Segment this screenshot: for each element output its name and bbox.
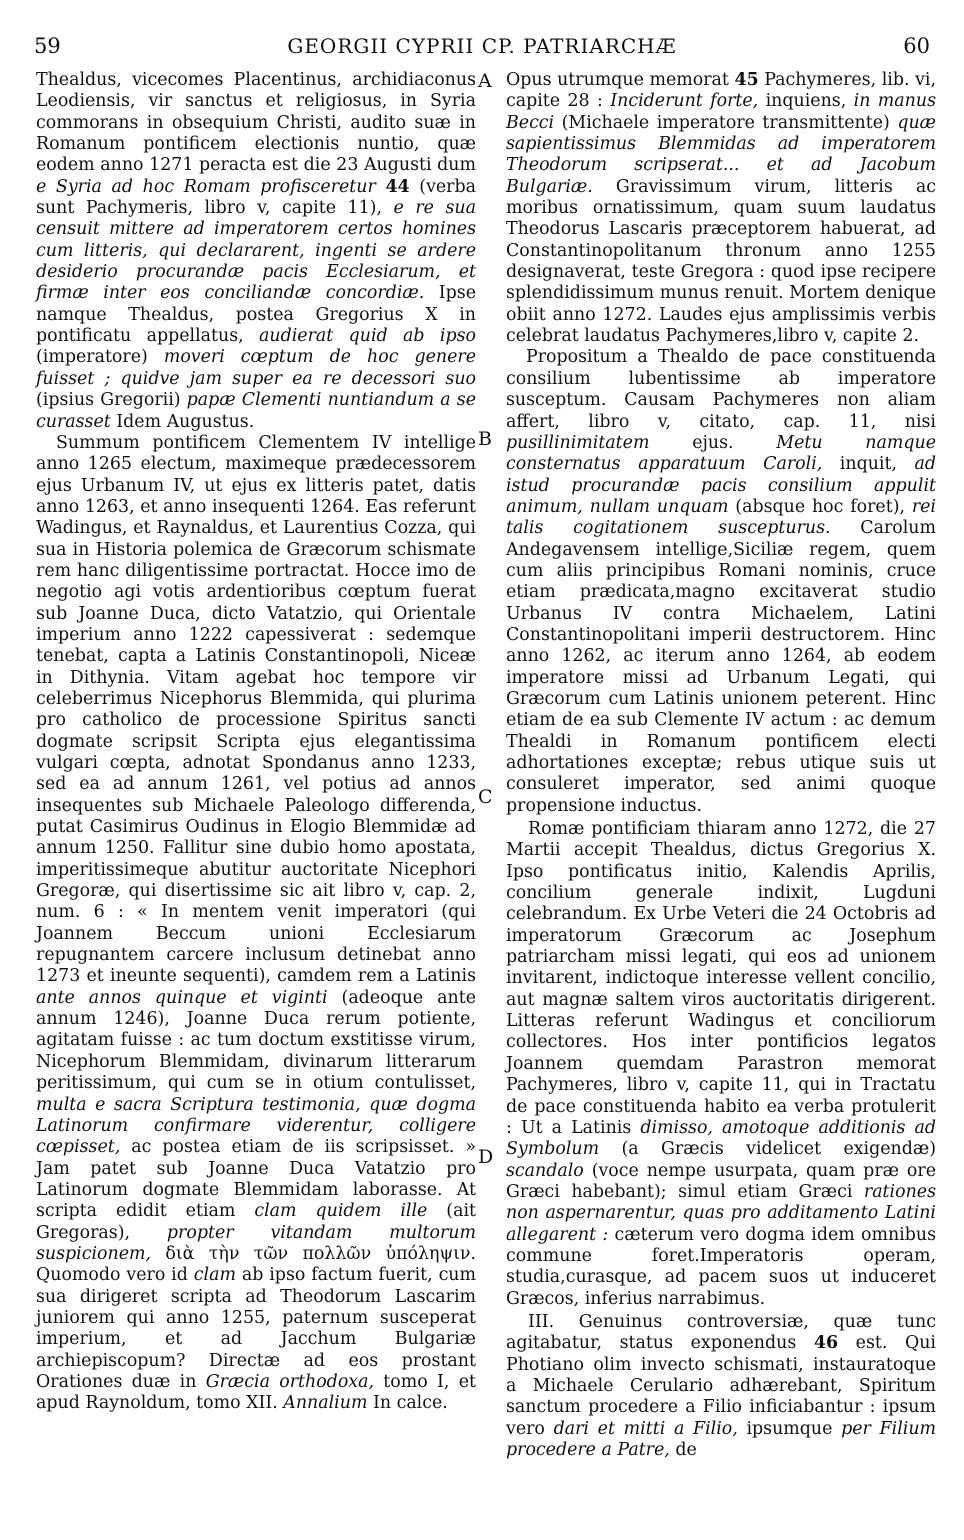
- text-run: Pachymeres, lib. vi, capite 28 :: [506, 70, 936, 112]
- italic-text: scandalo: [506, 1160, 584, 1181]
- running-title: GEORGII CYPRII CP. PATRIARCHÆ: [287, 34, 677, 58]
- italic-text: rei talis cogitationem suscepturus.: [506, 496, 936, 539]
- text-run: Thealdus, vicecomes Placentinus, archidiaconus Leodiensis, vir sanctus et religiosus, in Syria commorans in obsequium Christi, audito suæ in Romanum pontificem electionis nuntio, quæ eodem anno 1271 peracta est die 23 Augusti dum: [36, 70, 476, 176]
- left-column: [36, 70, 476, 1415]
- text-run: Carolum Andegavensem intellige,Siciliæ regem, quem cum aliis principibus Romani nominis, cruce etiam prædicata,magno excitaverat studio Urbanus IV contra Michaelem, Latini Constantinopolitani imperii destructorem. Hinc anno 1262, ac iterum anno 1264, ab eodem imperatore missi ad Urbanum Legati, qui Græcorum cum Latinis unionem peterent. Hinc etiam de ea sub Clemente IV actum : ac demum Thealdi in Romanum pontificem electi adhortationes exceptæ; rebus utique suis ut consuleret imperator, sed animi quoque propensione inductus.: [506, 518, 936, 816]
- text-run: (verba sunt Pachymeris, libro v, capite 11),: [36, 176, 476, 219]
- italic-text: Metu namque consternatus apparatuum Caroli,: [506, 432, 936, 475]
- text-run: (ait Gregoras),: [36, 1201, 477, 1243]
- text-run: ac postea etiam de iis scripsisset. » Jam patet sub Joanne Duca Vatatzio pro Latinorum dogmate Blemmidam laborasse. At scripta edidit etiam: [36, 1137, 476, 1222]
- text-run: ejus.: [649, 432, 777, 453]
- marginal-number: 46: [813, 1333, 839, 1354]
- italic-text: dari et mitti a Filio,: [553, 1418, 738, 1439]
- italic-text: Inciderunt forte,: [610, 91, 759, 112]
- margin-letter-c: C: [478, 786, 493, 808]
- italic-text: rationes non aspernarentur, quas pro additamento Latini allegarent :: [506, 1181, 936, 1245]
- text-run: Ipse namque Thealdus, postea Gregorius X in pontificatu appellatus,: [36, 283, 477, 347]
- italic-text: papæ Clementi nuntiandum a se curasset: [36, 390, 476, 432]
- italic-text: clam: [193, 1265, 236, 1286]
- text-run: ab ipso factum fuerit, cum sua dirigeret scripta ad Theodorum Lascarim juniorem qui anno 1255, paternum susceperat imperium, et ad Jacchum Bulgariæ archiepiscopum? Directæ ad eos prostant Orationes duæ in: [36, 1265, 476, 1392]
- italic-text: dimisso, amotoque additionis ad Symbolum: [506, 1117, 936, 1160]
- text-run: Romæ pontificiam thiaram anno 1272, die 27 Martii accepit Thealdus, dictus Gregorius X. Ipso pontificatus initio, Kalendis Aprilis, concilium generale indixit, Lugduni celebrandum. Ex Urbe Veteri die 24 Octobris ad imperatorum Græcorum ac Josephum patriarcham missi legati, qui eos ad unionem invitarent, indictoque interesse vellent concilio, aut magnæ saltem viros auctoritatis dirigerent. Litteras referunt Wadingus et conciliorum collectores. Hos inter pontificios legatos Joannem quemdam Parastron memorat Pachymeres, libro v, capite 11, qui in Tractatu de pace constituenda habito ea verba protulerit : Ut a Latinis: [506, 819, 936, 1138]
- italic-text: Annalium: [283, 1393, 368, 1414]
- text-run: διὰ τὴν τῶν πολλῶν ὑπόληψιν. Quomodo vero id: [36, 1243, 476, 1286]
- paragraph: [506, 70, 936, 347]
- text-run: est. Qui Photiano olim invecto schismati, instauratoque a Michaele Cerulario adhærebant, Spiritum sanctum procedere a Filio inficiabantur : ipsum vero: [506, 1333, 936, 1439]
- paragraph: [506, 1312, 936, 1461]
- italic-text: pusillinimitatem: [506, 432, 650, 453]
- italic-text: clam quidem ille: [254, 1201, 428, 1222]
- paragraph: [36, 70, 476, 433]
- text-run: ipsumque: [737, 1418, 842, 1439]
- page-header: [34, 34, 930, 64]
- italic-text: in manus Becci: [506, 91, 936, 133]
- text-run: (a Græcis videlicet exigendæ): [599, 1139, 936, 1160]
- text-run: (imperatore): [36, 347, 164, 368]
- text-run: tomo I, et apud Raynoldum, tomo XII.: [36, 1371, 476, 1414]
- page-number-right: 60: [903, 34, 930, 58]
- italic-text: e re sua censuit mittere ad imperatorem certos homines cum litteris, qui declararent, ingenti se ardere desiderio procurandæ pacis Ecclesiarum, et firmæ inter eos conciliandæ concordiæ.: [36, 198, 476, 304]
- text-run: In calce.: [367, 1393, 448, 1414]
- text-run: inquiens,: [758, 91, 854, 112]
- text-run: [376, 177, 386, 197]
- italic-text: moveri cœptum de hoc genere fuisset ; quidve jam super ea re decessori suo: [36, 347, 476, 389]
- text-run: cæterum vero dogma idem omnibus commune foret.Imperatoris operam, studia,curasque, ad pacem suos ut induceret Græcos, inferius narrabimus.: [506, 1224, 936, 1309]
- italic-text: multa e sacra Scriptura testimonia, quæ dogma Latinorum confirmare viderentur, colligere cœpisset,: [36, 1094, 476, 1158]
- italic-text: audierat quid ab ipso: [259, 326, 476, 347]
- text-run: Propositum a Thealdo de pace constituenda consilium lubentissime ab imperatore susceptum. Causam Pachymeres non aliam affert, libro v, citato, cap. 11, nisi: [506, 347, 936, 432]
- italic-text: ante annos quinque et viginti: [36, 987, 328, 1008]
- italic-text: ad istud procurandæ pacis consilium appulit animum, nullam unquam: [506, 454, 936, 517]
- text-run: (adeoque ante annum 1246), Joanne Duca rerum potiente, agitatam fuisse : ac tum doctum exstitisse virum, Nicephorum Blemmidam, divinarum litterarum peritissimum, qui cum se in otium contulisset,: [36, 987, 476, 1094]
- paragraph: [36, 433, 476, 1415]
- paragraph: [506, 819, 936, 1310]
- text-run: Idem Augustus.: [110, 411, 255, 432]
- margin-letter-a: A: [478, 70, 492, 92]
- margin-letter-d: D: [478, 1146, 494, 1168]
- text-run: inquit,: [822, 454, 915, 475]
- text-run: III. Genuinus controversiæ, quæ tunc agitabatur, status exponendus: [506, 1311, 936, 1354]
- italic-text: propter vitandam multorum suspicionem,: [36, 1222, 476, 1264]
- margin-letter-b: B: [478, 428, 492, 450]
- text-run: de: [669, 1440, 697, 1460]
- text-run: Opus utrumque memorat: [506, 70, 735, 90]
- text-run: (absque hoc foret),: [728, 496, 912, 517]
- italic-text: quæ sapientissimus Blemmidas ad imperatorem Theodorum scripserat... et ad Jacobum Bulgariæ.: [506, 112, 936, 197]
- italic-text: per Filium procedere a Patre,: [506, 1418, 937, 1460]
- text-run: (Michaele imperatore transmittente): [554, 112, 898, 133]
- text-run: Summum pontificem Clementem IV intellige anno 1265 electum, maximeque prædecessorem ejus Urbanum IV, ut ejus ex litteris patet, datis anno 1263, et anno insequenti 1264. Eas referunt Wadingus, et Raynaldus, et Laurentius Cozza, qui sua in Historia polemica de Græcorum schismate rem hanc diligentissime portractat. Hocce imo de negotio agi votis ardentioribus cœptum fuerat sub Joanne Duca, dicto Vatatzio, qui Orientale imperium anno 1222 capessiverat : sedemque tenebat, capta a Latinis Constantinopoli, Niceæ in Dithynia. Vitam agebat hoc tempore vir celeberrimus Nicephorus Blemmida, qui plurima pro catholico de processione Spiritus sancti dogmate scripsit Scripta ejus elegantissima vulgari cœpta, adnotat Spondanus anno 1233, sed ea ad annum 1261, vel potius ad annos insequentes sub Michaele Paleologo differenda, putat Casimirus Oudinus in Elogio Blemmidæ ad annum 1250. Fallitur sine dubio homo apostata, imperitissimeque abutitur auctoritate Nicephori Gregoræ, qui disertissime sic ait libro v, cap. 2, num. 6 : « In mentem venit imperatori (qui Joannem Beccum unioni Ecclesiarum repugnantem carcere inclusum detinebat anno 1273 et ineunte sequenti), camdem rem a Latinis: [36, 432, 476, 987]
- right-column: [506, 70, 936, 1461]
- text-run: (voce nempe usurpata, quam præ ore Græci habebant); simul etiam Græci: [506, 1160, 936, 1202]
- text-run: Gravissimum virum, litteris ac moribus ornatissimum, quam suum laudatus Theodorus Lascaris præceptorem habuerat, ad Constantinopolitanum thronum anno 1255 designaverat, teste Gregora : quod ipse recipere splendidissimum munus renuit. Mortem denique obiit anno 1272. Laudes ejus amplissimis verbis celebrat laudatus Pachymeres,libro v, capite 2.: [506, 176, 936, 347]
- italic-text: e Syria ad hoc Romam profisceretur: [36, 176, 376, 197]
- text-run: (ipsius Gregorii): [36, 390, 187, 411]
- italic-text: Græcia orthodoxa,: [205, 1371, 374, 1392]
- marginal-number: 45: [734, 70, 759, 90]
- page-number-left: 59: [34, 34, 61, 58]
- marginal-number: 44: [385, 176, 410, 197]
- paragraph: [506, 347, 936, 817]
